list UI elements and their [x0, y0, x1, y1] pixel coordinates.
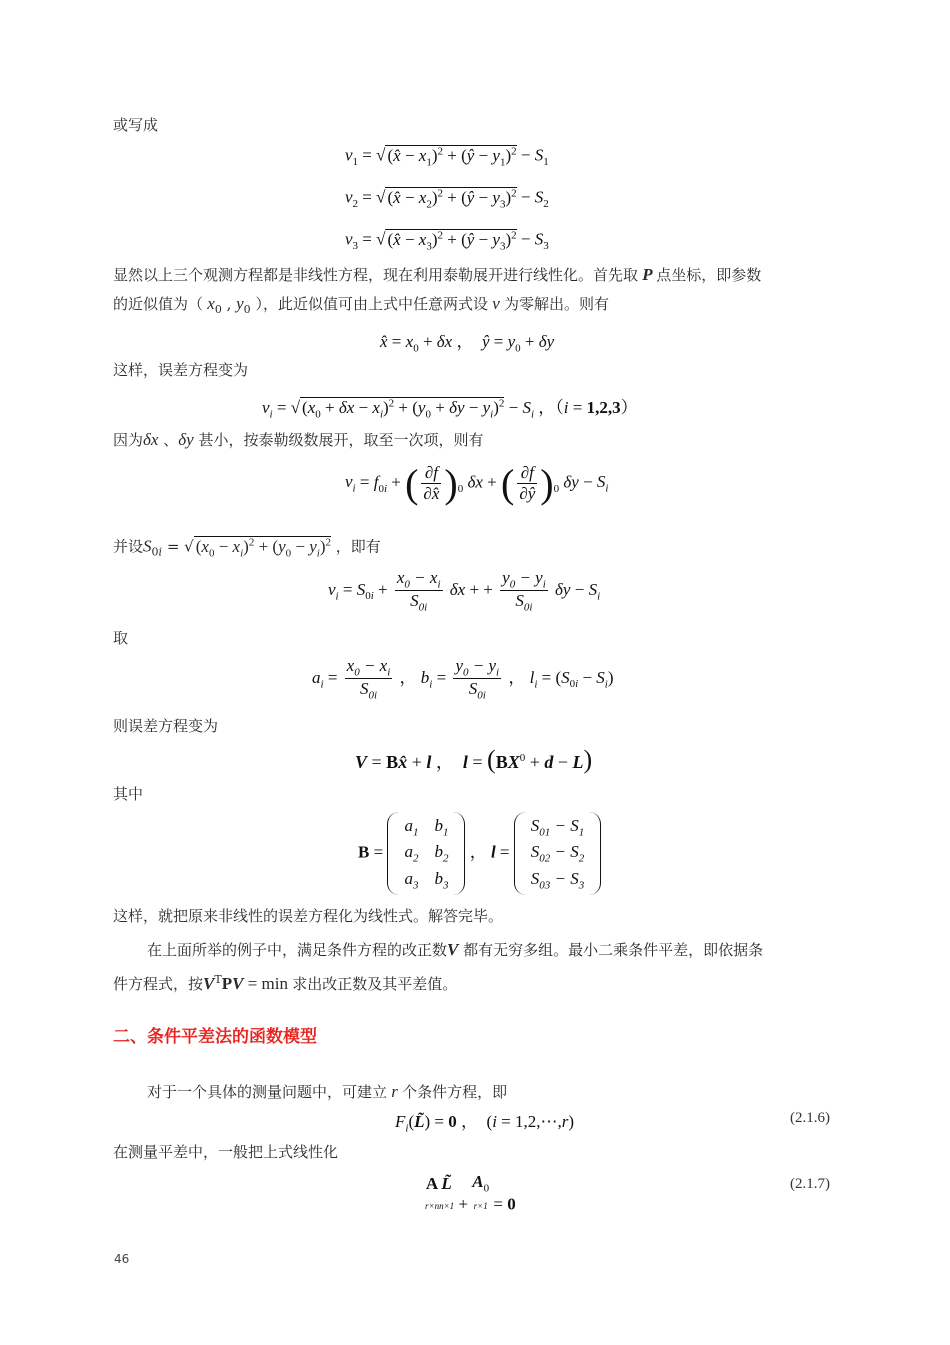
paragraph-conditions: 对于一个具体的测量问题中，可建立 r 个条件方程，即	[147, 1082, 508, 1101]
equation-v2: $v_2$ = √ (x̂ − $x_2)^2$ + (ŷ − $y_3)^2 - S_2$	[345, 187, 549, 211]
equation-matrices: B = $a_1$ $b_1$ $a_2$ $b_2$ $a_3$ $b_3$ ， l = $S_{01} - S_1$ $S_{02} - S_2$ $S_{03} - S_3$	[358, 812, 601, 895]
equation-xhat-yhat: x̂ = $x_0 + \delta x$ ， ŷ = $y_0 + \delta y$	[380, 332, 555, 355]
equation-vi-taylor: $v_i = f_{0i}$ + ( $\frac{\partial f}{\partial x̂}$ )$_0$ δx + ( $\frac{\partial f}{\partial ŷ}$ )$_0$ $\delta y - S_i$	[345, 461, 609, 506]
page-number: 46	[114, 1252, 130, 1266]
paragraph-set-s0i-part1: 并设	[113, 537, 144, 556]
equation-linear-condition: A r×nL̃ $n\times 1 + A_0$ r×1 = 0	[425, 1172, 516, 1214]
equation-matrix-form: V = Bx̂ + l ， $l = (BX^0 + d - L)$	[355, 745, 593, 774]
paragraph-example: 在上面所举的例子中，满足条件方程的改正数V 都有无穷多组。最小二乘条件平差，即依据条	[147, 940, 764, 959]
paragraph-error-eq-becomes: 则误差方程变为	[113, 717, 219, 735]
paragraph-linearize-part1: 显然以上三个观测方程都是非线性方程，现在利用泰勒展开进行线性化。首先取	[113, 266, 639, 284]
equation-vi-nonlinear: $v_i$ = √ $(x_0 + \delta x - x_i)^2 + (y_0 + \delta y - y_i)^2 - S_i$ ，（i = 1,2,3）	[262, 397, 638, 421]
paragraph-conditions-part1: 对于一个具体的测量问题中，可建立	[147, 1083, 388, 1101]
equation-v1: $v_1$ = √ (x̂ − $x_1)^2$ + (ŷ − $y_1)^2 - S_1$	[345, 145, 549, 169]
paragraph-least-squares-part2: 求出改正数及其平差值。	[292, 975, 458, 993]
paragraph-where: 其中	[113, 785, 144, 803]
paragraph-taylor: 因为δx 、δy 甚小，按泰勒级数展开，取至一次项，则有	[113, 430, 484, 449]
equation-condition: $F_i(L̃) = 0$ ， (i = 1,2,⋯,r)	[395, 1112, 575, 1135]
equation-vi-linear: $v_i = S_{0i}$ + $\frac{x_0 - x_i}{S_{0i}}$ δx + + $\frac{y_0 - y_i}{S_{0i}}$ $\delta y - S_i$	[328, 568, 601, 614]
matrix-l: $S_{01} - S_1$ $S_{02} - S_2$ $S_{03} - S_3$	[514, 812, 601, 895]
paragraph-set-s0i-part2: ，即有	[335, 537, 381, 556]
equation-label-2-1-6: (2.1.6)	[790, 1110, 830, 1126]
paragraph-taylor-part1: 因为	[113, 431, 144, 449]
paragraph-set-s0i: 并设$S_{0i}$ = √ $(x_0 - x_i)^2 + (y_0 - y_i)^2$ ，即有	[113, 536, 381, 560]
paragraph-approx-part1: 的近似值为（	[113, 295, 204, 313]
paragraph-conclusion: 这样，就把原来非线性的误差方程化为线性式。解答完毕。	[113, 907, 504, 925]
matrix-b: $a_1$ $b_1$ $a_2$ $b_2$ $a_3$ $b_3$	[387, 812, 465, 895]
paragraph-taylor-part2: 甚小，按泰勒级数展开，取至一次项，则有	[198, 431, 484, 449]
equation-v3: $v_3$ = √ (x̂ − $x_3)^2$ + (ŷ − $y_3)^2 - S_3$	[345, 229, 549, 253]
paragraph-error-eq: 这样，误差方程变为	[113, 361, 249, 379]
paragraph-approx-part3: 为零解出。则有	[504, 295, 610, 313]
paragraph-least-squares: 件方程式，按$V^TPV = \min$ 求出改正数及其平差值。	[113, 973, 458, 993]
paragraph-conditions-part2: 个条件方程，即	[402, 1083, 508, 1101]
paragraph-approx: 的近似值为（ $x_0$ , $y_0$ ），此近似值可由上式中任意两式设 v 为零解出。则有	[113, 294, 610, 316]
paragraph-linearize: 显然以上三个观测方程都是非线性方程，现在利用泰勒展开进行线性化。首先取 P 点坐标，即参数	[113, 265, 762, 284]
paragraph-linearize-condition: 在测量平差中，一般把上式线性化	[113, 1143, 339, 1161]
paragraph-example-part1: 在上面所举的例子中，满足条件方程的改正数	[147, 941, 448, 959]
paragraph-take: 取	[113, 629, 129, 647]
paragraph-approx-part2: ），此近似值可由上式中任意两式设	[255, 295, 488, 313]
paragraph-intro: 或写成	[113, 116, 159, 134]
equation-ai-bi-li: $a_i$ = $\frac{x_0 - x_i}{S_{0i}}$ ， $b_i$ = $\frac{y_0 - y_i}{S_{0i}}$ ， $l_i = (S_{0i} - S_i)$	[312, 656, 614, 702]
paragraph-example-part2: 都有无穷多组。最小二乘条件平差，即依据条	[463, 941, 764, 959]
paragraph-linearize-part2: 点坐标，即参数	[656, 266, 762, 284]
paragraph-least-squares-part1: 件方程式，按	[113, 975, 204, 993]
equation-label-2-1-7: (2.1.7)	[790, 1176, 830, 1192]
section-heading: 二、条件平差法的函数模型	[113, 1027, 317, 1047]
